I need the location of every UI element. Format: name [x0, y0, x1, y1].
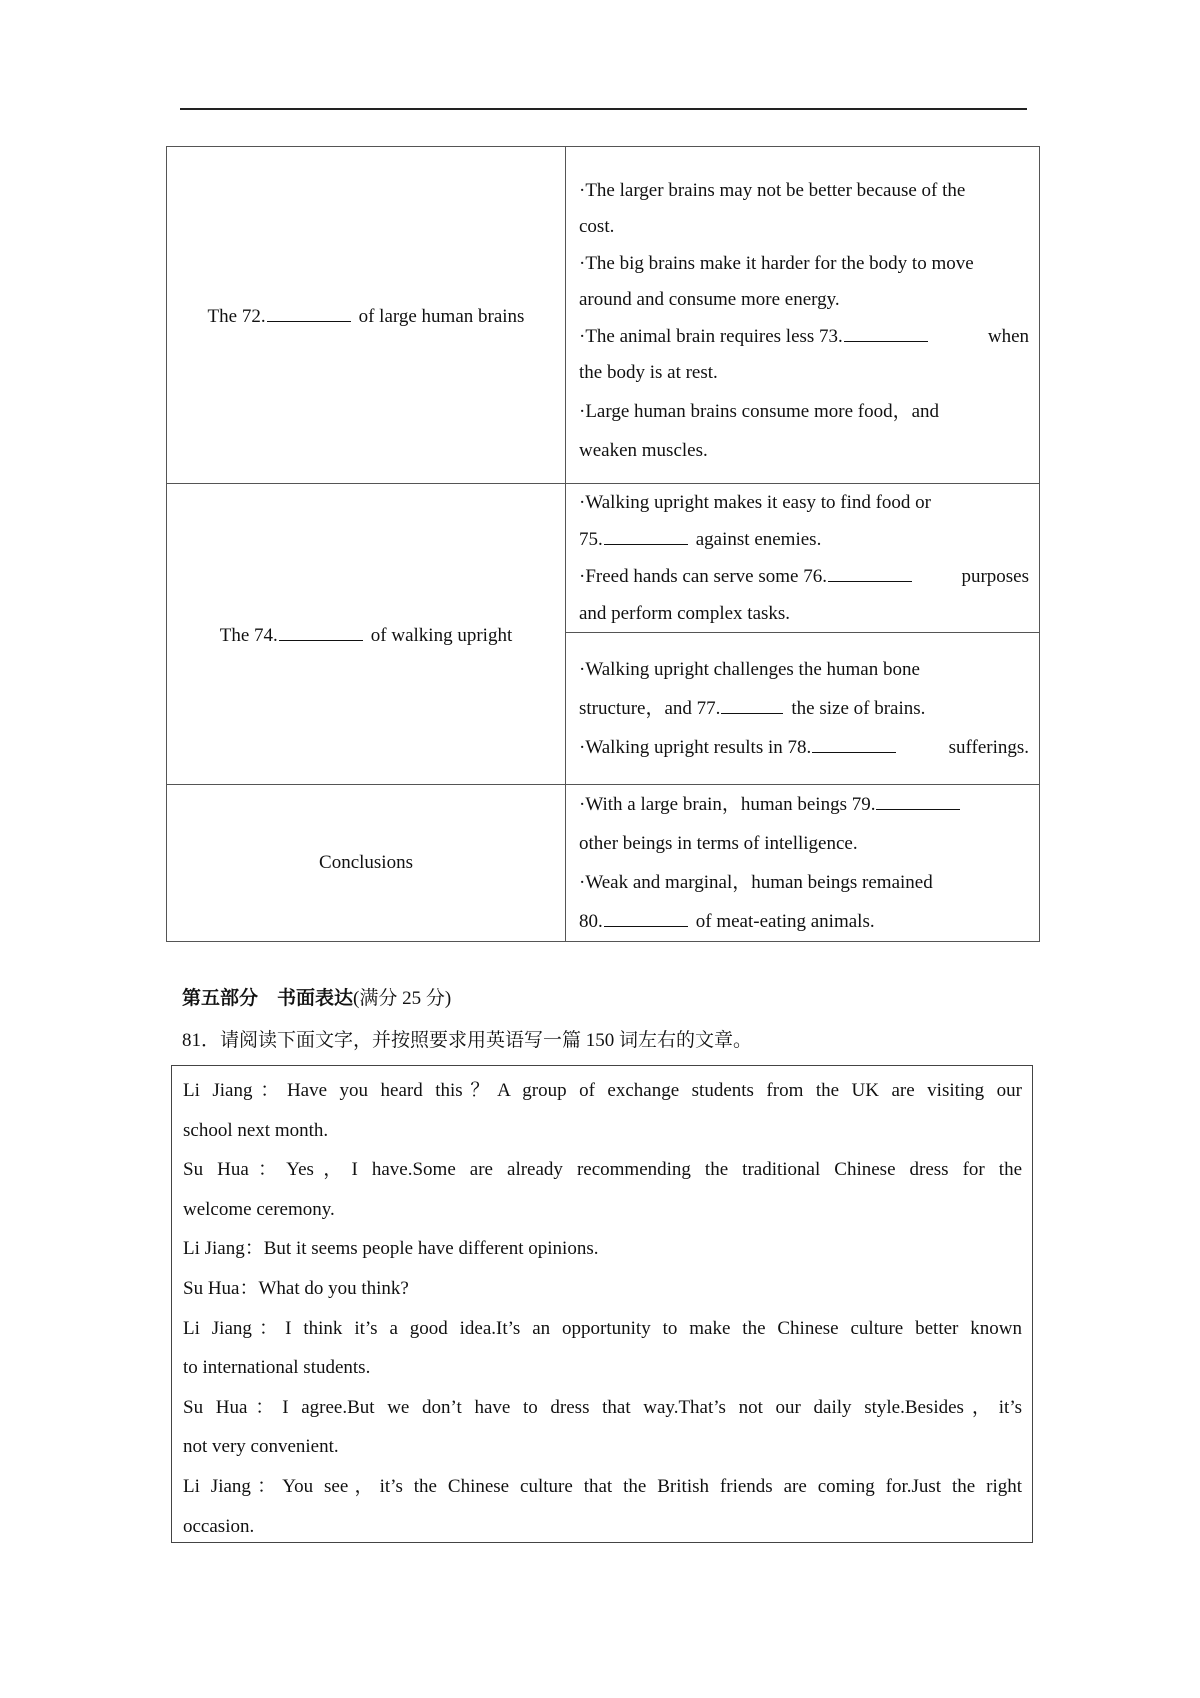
- detail-line: ·The big brains make it harder for the body to move: [579, 252, 974, 274]
- detail-line-77: structure，and 77. the size of brains.: [579, 689, 1029, 728]
- dialogue-line: not very convenient.: [183, 1436, 339, 1458]
- dialogue-line: Li Jiang：Have you heard this？A group of exchange students from the UK are visiting our: [183, 1080, 1022, 1101]
- row-heading-brains: The 72. of large human brains: [167, 147, 566, 484]
- detail-line: ·Walking upright makes it easy to find food or: [579, 492, 932, 513]
- answer-blank-78[interactable]: [812, 733, 896, 753]
- table-row-upright: [167, 484, 1040, 633]
- dialogue-line: Su Hua：I agree.But we don’t have to dress that way.That’s not our daily style.Besides，it’s: [183, 1396, 1022, 1418]
- detail-line-79: ·With a large brain，human beings 79.: [579, 785, 1029, 824]
- detail-line-75: 75. against enemies.: [579, 521, 1029, 558]
- detail-line-80: 80. of meat-eating animals.: [579, 902, 1029, 941]
- answer-blank-76[interactable]: [828, 562, 912, 582]
- detail-line: ·Weak and marginal，human beings remained: [579, 872, 933, 893]
- row-heading-upright: The 74. of walking upright: [167, 484, 566, 785]
- answer-blank-72[interactable]: [267, 302, 351, 322]
- answer-blank-74[interactable]: [279, 621, 363, 641]
- detail-line-76: ·Freed hands can serve some 76. purposes: [579, 558, 1029, 595]
- dialogue-line: Su Hua：What do you think?: [183, 1277, 409, 1299]
- table-row-conclusions: [167, 785, 1040, 942]
- detail-line: cost.: [579, 216, 615, 237]
- dialogue-box: [171, 1065, 1033, 1543]
- dialogue-line: Li Jiang：You see，it’s the Chinese culture that the British friends are coming for.Just the right: [183, 1475, 1022, 1497]
- dialogue-line: Li Jiang：I think it’s a good idea.It’s an opportunity to make the Chinese culture better known: [183, 1317, 1022, 1339]
- dialogue-line: to international students.: [183, 1357, 371, 1379]
- table-row-brains: [167, 147, 1040, 484]
- dialogue-line: welcome ceremony.: [183, 1198, 335, 1220]
- dialogue-line: school next month.: [183, 1119, 329, 1141]
- detail-line: the body is at rest.: [579, 362, 718, 383]
- row-heading-conclusions: Conclusions: [167, 785, 566, 942]
- answer-blank-75[interactable]: [604, 525, 688, 545]
- writing-prompt: 81．请阅读下面文字，并按照要求用英语写一篇 150 词左右的文章。: [182, 1030, 753, 1051]
- row-detail-upright-benefits: [566, 484, 1040, 633]
- row-detail-conclusions: [566, 785, 1040, 942]
- dialogue-line: Li Jiang：But it seems people have different opinions.: [183, 1238, 599, 1260]
- detail-line: ·The larger brains may not be better because of the: [579, 179, 966, 201]
- section-title: 第五部分 书面表达(满分 25 分): [182, 988, 452, 1009]
- row-detail-upright-costs: [566, 633, 1040, 785]
- detail-line-78: ·Walking upright results in 78. sufferings.: [579, 728, 1029, 767]
- detail-line: other beings in terms of intelligence.: [579, 833, 858, 854]
- detail-line: and perform complex tasks.: [579, 603, 791, 624]
- dialogue-line: Su Hua：Yes，I have.Some are already recommending the traditional Chinese dress for the: [183, 1159, 1022, 1181]
- detail-line: weaken muscles.: [579, 439, 708, 461]
- answer-blank-80[interactable]: [604, 907, 688, 927]
- row-detail-brains: [566, 147, 1040, 484]
- answer-blank-77[interactable]: [721, 694, 783, 714]
- detail-line: ·Walking upright challenges the human bone: [579, 659, 920, 680]
- answer-blank-79[interactable]: [876, 790, 960, 810]
- detail-line: around and consume more energy.: [579, 289, 840, 310]
- dialogue-line: occasion.: [183, 1515, 255, 1537]
- detail-line: ·Large human brains consume more food，and: [579, 400, 940, 422]
- summary-table: [166, 146, 1040, 942]
- answer-blank-73[interactable]: [844, 322, 928, 342]
- detail-line-73: ·The animal brain requires less 73. when: [579, 319, 1029, 356]
- header-rule: [180, 108, 1027, 110]
